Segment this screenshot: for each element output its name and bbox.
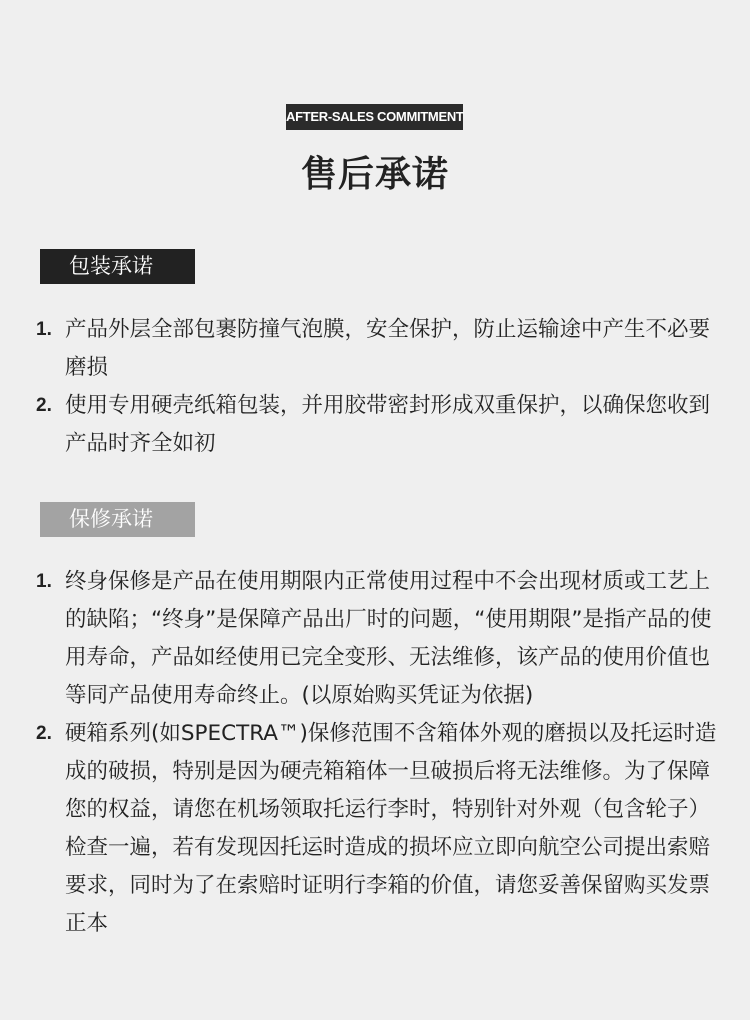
- item-number: 2.: [36, 395, 52, 416]
- list-item: [36, 715, 726, 943]
- packaging-commitment-list: [36, 311, 726, 463]
- item-text: 使用专用硬壳纸箱包装，并用胶带密封形成双重保护，以确保您收到产品时齐全如初: [65, 393, 711, 456]
- page-title: 售后承诺: [300, 154, 449, 195]
- item-number: 1.: [36, 571, 52, 592]
- item-text: 终身保修是产品在使用期限内正常使用过程中不会出现材质或工艺上的缺陷；“终身”是保障产品出厂时的问题，“使用期限”是指产品的使用寿命，产品如经使用已完全变形、无法维修，该产品的使用价值也等同产品使用寿命终止。(以原始购买凭证为依据): [65, 569, 712, 708]
- after-sales-badge: AFTER-SALES COMMITMENT: [286, 104, 463, 130]
- item-number: 1.: [36, 319, 52, 340]
- list-item: [36, 563, 726, 715]
- list-item: [36, 311, 726, 387]
- warranty-section-label: 保修承诺: [40, 502, 195, 537]
- warranty-commitment-list: [36, 563, 726, 943]
- item-text: 硬箱系列(如SPECTRA™)保修范围不含箱体外观的磨损以及托运时造成的破损，特别是因为硬壳箱箱体一旦破损后将无法维修。为了保障您的权益，请您在机场领取托运行李时，特别针对外观（包含轮子）检查一遍，若有发现因托运时造成的损坏应立即向航空公司提出索赔要求，同时为了在索赔时证明行李箱的价值，请您妥善保留购买发票正本: [65, 721, 717, 936]
- item-number: 2.: [36, 723, 52, 744]
- item-text: 产品外层全部包裹防撞气泡膜，安全保护，防止运输途中产生不必要磨损: [65, 317, 711, 380]
- packaging-section-label: 包装承诺: [40, 249, 195, 284]
- list-item: [36, 387, 726, 463]
